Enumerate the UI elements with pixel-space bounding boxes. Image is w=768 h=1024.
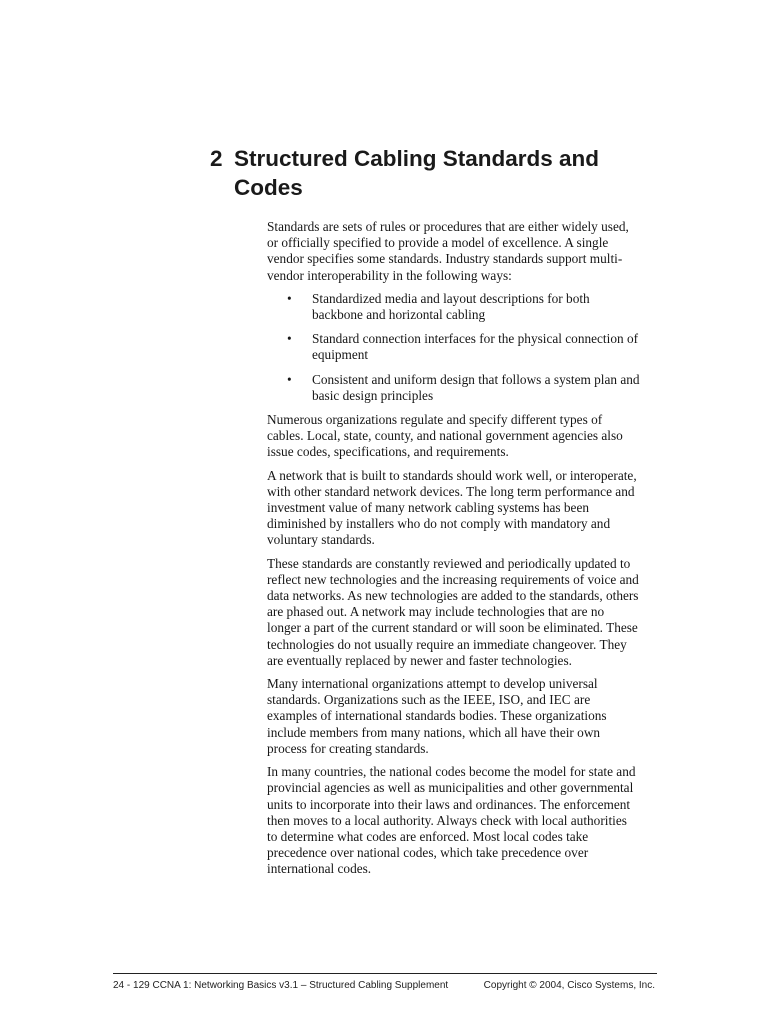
- footer-copyright: Copyright © 2004, Cisco Systems, Inc.: [483, 980, 655, 991]
- footer-page-info: 24 - 129 CCNA 1: Networking Basics v3.1 – Structured Cabling Supplement: [113, 980, 449, 991]
- text-line: examples of international standards bodies. These organizations: [267, 708, 607, 724]
- text-line: Consistent and uniform design that follows a system plan and: [312, 371, 640, 387]
- text-line: vendor interoperability in the following ways:: [267, 267, 512, 283]
- paragraph: [267, 468, 665, 549]
- text-line: equipment: [312, 347, 369, 363]
- text-line: precedence over national codes, which take precedence over: [267, 845, 589, 861]
- text-line: Standard connection interfaces for the physical connection of: [312, 331, 639, 347]
- paragraph: [267, 412, 665, 461]
- text-line: provincial agencies as well as municipalities and other governmental: [267, 780, 634, 796]
- chapter-number: 2: [210, 146, 223, 171]
- text-line: are phased out. A network may include technologies that are no: [267, 604, 605, 620]
- text-line: These standards are constantly reviewed and periodically updated to: [267, 555, 631, 571]
- footer-divider: [113, 973, 657, 974]
- list-item: [267, 291, 665, 323]
- text-line: units to incorporate into their laws and ordinances. The enforcement: [267, 796, 631, 812]
- paragraph: [267, 764, 665, 877]
- text-line: are eventually replaced by newer and faster technologies.: [267, 652, 572, 668]
- text-line: standards. Organizations such as the IEEE, ISO, and IEC are: [267, 692, 591, 708]
- text-line: then moves to a local authority. Always check with local authorities: [267, 812, 627, 828]
- text-line: longer a part of the current standard or will soon be eliminated. These: [267, 620, 638, 636]
- text-line: Many international organizations attempt to develop universal: [267, 676, 598, 692]
- body-text: [267, 219, 665, 885]
- text-line: vendor specifies some standards. Industry standards support multi-: [267, 251, 623, 267]
- text-line: or officially specified to provide a model of excellence. A single: [267, 235, 609, 251]
- text-line: basic design principles: [312, 387, 434, 403]
- paragraph: [267, 676, 665, 757]
- text-line: Standards are sets of rules or procedures that are either widely used,: [267, 219, 629, 234]
- text-line: technologies do not usually require an immediate changeover. They: [267, 636, 627, 652]
- title-line-2: Codes: [234, 175, 303, 200]
- text-line: issue codes, specifications, and requirements.: [267, 444, 509, 460]
- bullet-icon: •: [287, 331, 292, 347]
- text-line: data networks. As new technologies are added to the standards, others: [267, 588, 639, 604]
- text-line: backbone and horizontal cabling: [312, 307, 486, 323]
- text-line: international codes.: [267, 861, 372, 877]
- text-line: cables. Local, state, county, and national government agencies also: [267, 428, 623, 444]
- intro-paragraph: [267, 219, 665, 284]
- list-item: [267, 372, 665, 404]
- text-line: In many countries, the national codes become the model for state and: [267, 764, 636, 780]
- bullet-icon: •: [287, 290, 292, 306]
- text-line: diminished by installers who do not comply with mandatory and: [267, 516, 611, 532]
- page-title: [210, 144, 670, 202]
- list-item: [267, 331, 665, 363]
- text-line: Numerous organizations regulate and specify different types of: [267, 412, 603, 428]
- bullet-list: [267, 291, 665, 404]
- text-line: investment value of many network cabling systems has been: [267, 500, 590, 516]
- text-line: reflect new technologies and the increasing requirements of voice and: [267, 571, 639, 587]
- text-line: voluntary standards.: [267, 532, 375, 548]
- paragraph: [267, 556, 665, 669]
- text-line: with other standard network devices. The long term performance and: [267, 483, 635, 499]
- text-line: include members from many nations, which all have their own: [267, 724, 601, 740]
- bullet-icon: •: [287, 371, 292, 387]
- text-line: process for creating standards.: [267, 740, 429, 756]
- title-line-1: Structured Cabling Standards and: [234, 146, 600, 171]
- text-line: A network that is built to standards should work well, or interoperate,: [267, 467, 637, 483]
- text-line: Standardized media and layout descriptions for both: [312, 290, 590, 306]
- text-line: to determine what codes are enforced. Most local codes take: [267, 828, 589, 844]
